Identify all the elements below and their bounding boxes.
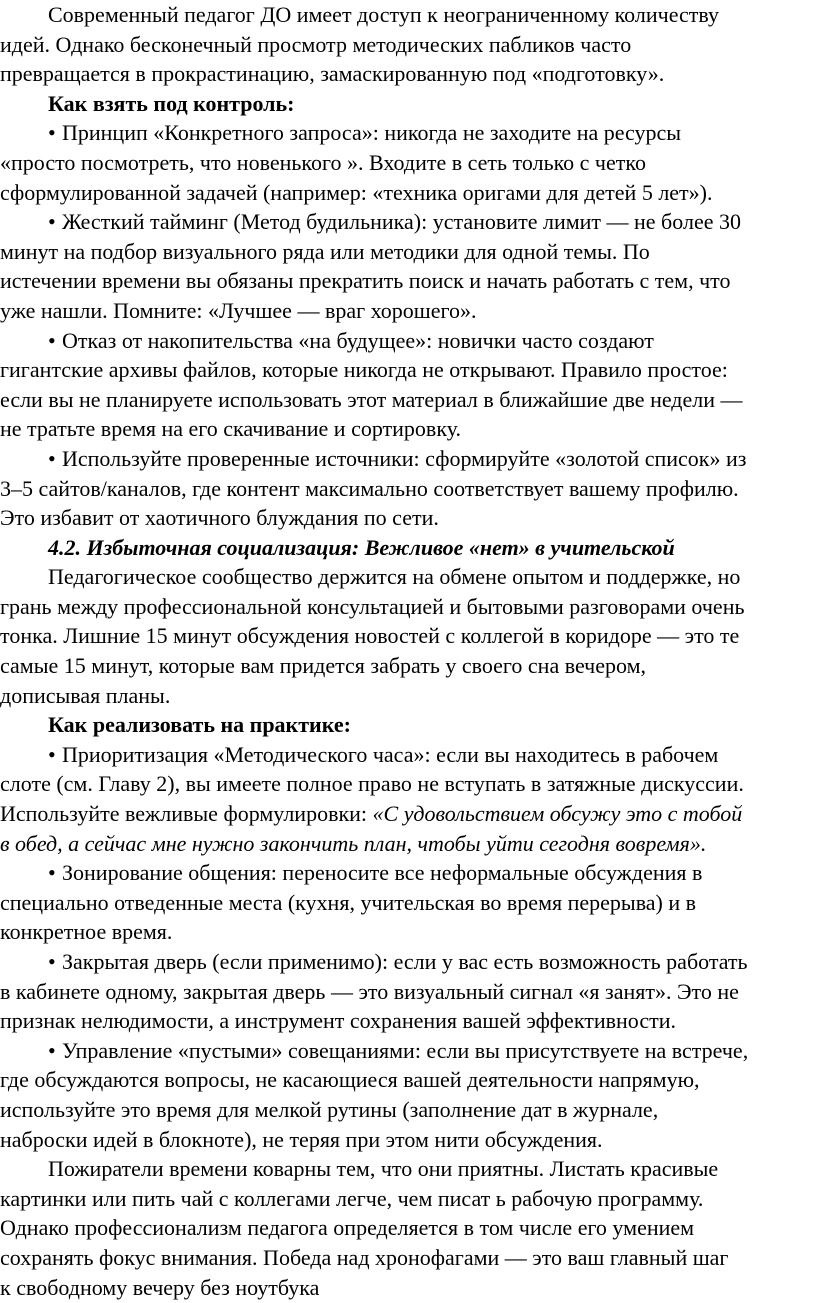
paragraph-line: минут на подбор визуального ряда или методики для одной темы. По (0, 238, 650, 264)
quote-text: «С удовольствием обсужу это с тобой (372, 801, 743, 827)
paragraph-line: слоте (см. Главу 2), вы имеете полное право не вступать в затяжные дискуссии. (0, 771, 744, 797)
bullet-icon: • (48, 860, 56, 886)
bullet-item (0, 1036, 816, 1067)
paragraph-line: идей. Однако бесконечный просмотр методических пабликов часто (0, 31, 632, 57)
bullet-item (0, 444, 816, 475)
bullet-item (0, 740, 816, 771)
bullet-item (0, 118, 816, 149)
paragraph-line: Это избавит от хаотичного блуждания по сети. (0, 505, 439, 531)
bullet-text: Принцип «Конкретного запроса»: никогда не заходите на ресурсы (62, 120, 682, 146)
paragraph-line: уже нашли. Помните: «Лучшее — враг хорошего». (0, 297, 477, 323)
paragraph-line: превращается в прокрастинацию, замаскированную под «подготовку». (0, 61, 665, 87)
paragraph-line: если вы не планируете использовать этот материал в ближайшие две недели — (0, 386, 743, 412)
paragraph-line: Педагогическое сообщество держится на обмене опытом и поддержке, но (48, 564, 741, 590)
quote-text: в обед, а сейчас мне нужно закончить план, чтобы уйти сегодня вовремя». (0, 830, 707, 856)
paragraph-line: дописывая планы. (0, 682, 171, 708)
paragraph-line: Современный педагог ДО имеет доступ к неограниченному количеству (48, 2, 720, 27)
bullet-text: Управление «пустыми» совещаниями: если вы присутствуете на встрече, (62, 1037, 749, 1063)
paragraph-line: «просто посмотреть, что новенького ». Входите в сеть только с четко (0, 149, 646, 175)
paragraph-line: гигантские архивы файлов, которые никогда не открывают. Правило простое: (0, 357, 728, 383)
bullet-item (0, 326, 816, 357)
paragraph-line: 3–5 сайтов/каналов, где контент максимально соответствует вашему профилю. (0, 475, 739, 501)
paragraph-line: не тратьте время на его скачивание и сортировку. (0, 416, 461, 442)
bullet-item (0, 207, 816, 238)
bullet-text: Используйте проверенные источники: сформируйте «золотой список» из (62, 445, 747, 471)
paragraph-line: Однако профессионализм педагога определяется в том числе его умением (0, 1215, 695, 1241)
bullet-icon: • (48, 209, 56, 235)
bullet-icon: • (48, 327, 56, 353)
paragraph-line: в кабинете одному, закрытая дверь — это визуальный сигнал «я занят». Это не (0, 978, 739, 1004)
section-subheading: Как взять под контроль: (48, 90, 295, 116)
bullet-icon: • (48, 949, 56, 974)
paragraph-line: наброски идей в блокноте), не теряя при этом нити обсуждения. (0, 1126, 603, 1152)
bullet-item (0, 947, 816, 978)
paragraph-line: самые 15 минут, которые вам придется забрать у своего сна вечером, (0, 653, 647, 679)
paragraph-line: сформулированной задачей (например: «техника оригами для детей 5 лет»). (0, 179, 713, 205)
paragraph-line: признак нелюдимости, а инструмент сохранения вашей эффективности. (0, 1008, 676, 1034)
paragraph-line: к свободному вечеру без ноутбука (0, 1274, 320, 1300)
bullet-text: Закрытая дверь (если применимо): если у вас есть возможность работать (62, 949, 748, 974)
paragraph-line: грань между профессиональной консультацией и бытовыми разговорами очень (0, 593, 745, 619)
bullet-item (0, 858, 816, 889)
bullet-text: Отказ от накопительства «на будущее»: новички часто создают (62, 327, 654, 353)
paragraph-line: конкретное время. (0, 919, 173, 945)
paragraph-line: сохранять фокус внимания. Победа над хронофагами — это ваш главный шаг (0, 1244, 729, 1270)
paragraph-line: картинки или пить чай с коллегами легче, чем писат ь рабочую программу. (0, 1185, 704, 1211)
bullet-icon: • (48, 445, 56, 471)
paragraph-line: тонка. Лишние 15 минут обсуждения новостей с коллегой в коридоре — это те (0, 623, 740, 649)
bullet-text: Зонирование общения: переносите все неформальные обсуждения в (62, 860, 703, 886)
bullet-icon: • (48, 120, 56, 146)
paragraph-text: Используйте вежливые формулировки: (0, 801, 373, 827)
paragraph-line (0, 799, 816, 830)
bullet-text: Жесткий тайминг (Метод будильника): установите лимит — не более 30 (62, 209, 741, 235)
paragraph-line: Пожиратели времени коварны тем, что они приятны. Листать красивые (48, 1156, 719, 1182)
section-heading: 4.2. Избыточная социализация: Вежливое «нет» в учительской (48, 534, 675, 560)
bullet-icon: • (48, 741, 56, 767)
bullet-icon: • (48, 1037, 56, 1063)
paragraph-line: специально отведенные места (кухня, учительская во время перерыва) и в (0, 889, 697, 915)
paragraph-line: где обсуждаются вопросы, не касающиеся вашей деятельности напрямую, (0, 1067, 700, 1093)
paragraph-line: используйте это время для мелкой рутины (заполнение дат в журнале, (0, 1096, 659, 1122)
paragraph-line: истечении времени вы обязаны прекратить поиск и начать работать с тем, что (0, 268, 731, 294)
bullet-text: Приоритизация «Методического часа»: если вы находитесь в рабочем (62, 741, 719, 767)
section-subheading: Как реализовать на практике: (48, 712, 351, 738)
